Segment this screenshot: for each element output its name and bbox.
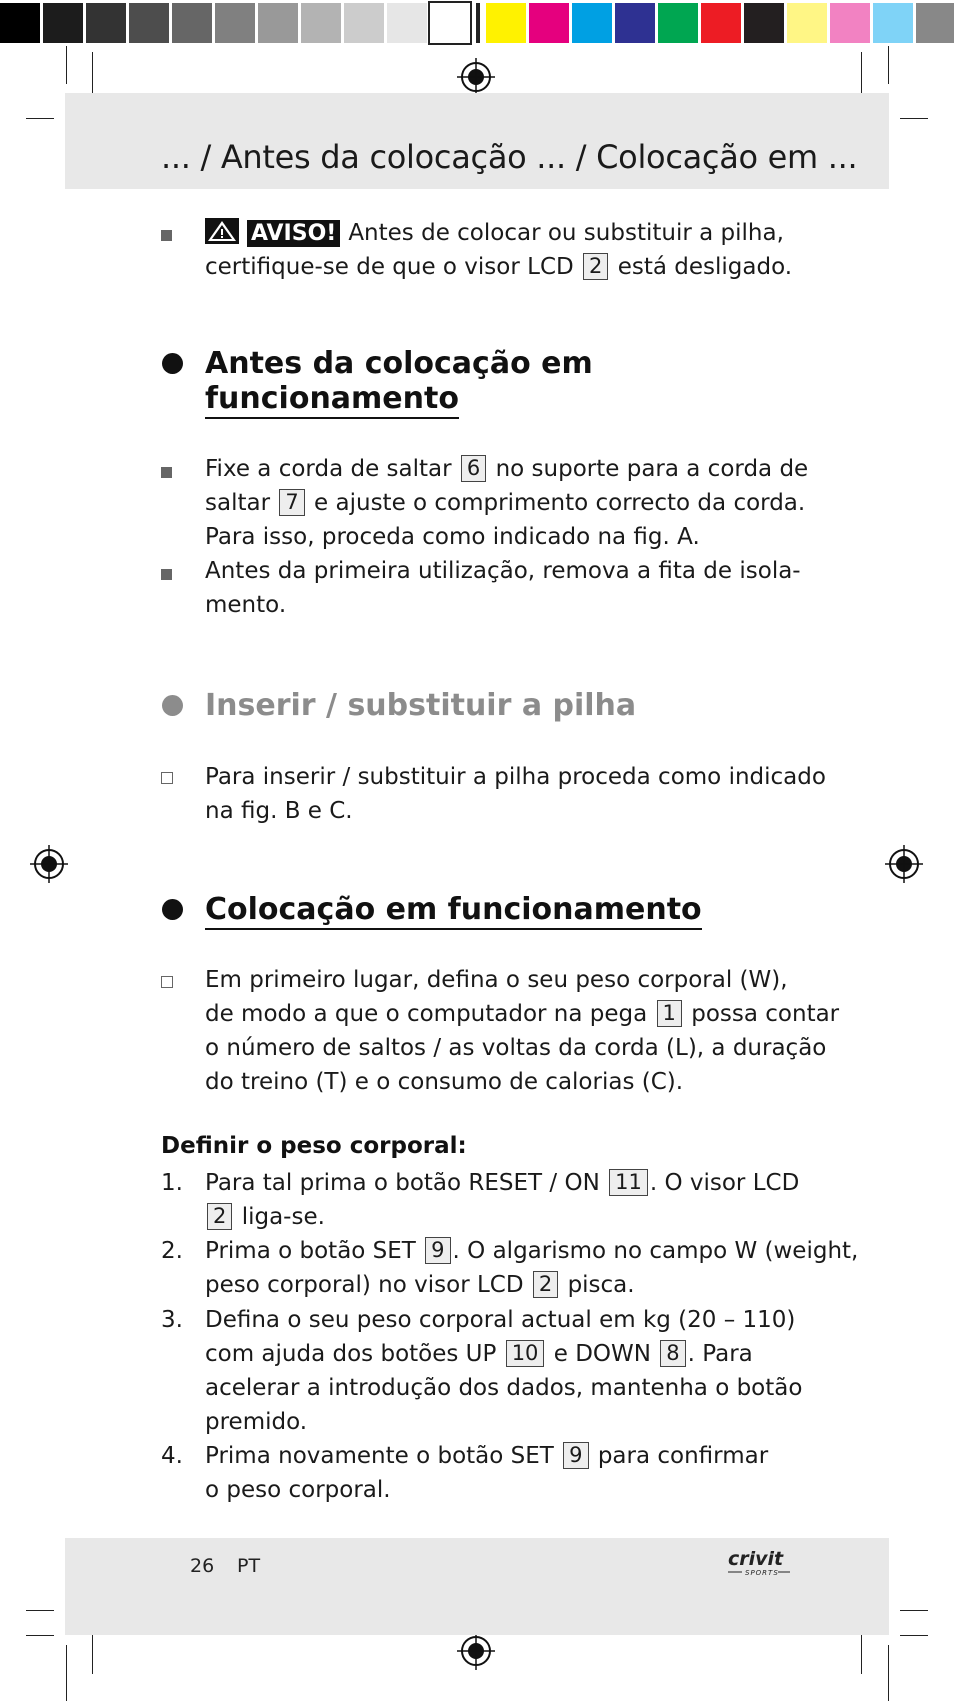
registration-mark-icon bbox=[457, 58, 495, 96]
subheading: Definir o peso corporal: bbox=[161, 1133, 467, 1159]
page-title: ... / Antes da colocação ... / Colocação em ... bbox=[161, 138, 858, 176]
section-heading: Colocação em funcionamento bbox=[205, 892, 702, 927]
list-bullet bbox=[161, 467, 172, 478]
crop-mark bbox=[900, 118, 928, 119]
reference-number: 11 bbox=[609, 1169, 648, 1196]
crop-mark bbox=[26, 1635, 54, 1636]
color-swatch bbox=[744, 3, 784, 43]
list-bullet-outline bbox=[161, 772, 173, 784]
printer-color-bar bbox=[0, 0, 954, 46]
crop-mark bbox=[92, 52, 93, 98]
crivit-logo bbox=[726, 1545, 794, 1581]
page-number: 26 bbox=[190, 1555, 215, 1577]
step-number: 2. bbox=[161, 1238, 183, 1264]
color-swatch bbox=[258, 3, 298, 43]
warning-paragraph bbox=[205, 216, 805, 284]
warning-text: certifique-se de que o visor LCD bbox=[205, 254, 574, 280]
registration-mark-icon bbox=[30, 845, 68, 883]
section-bullet bbox=[162, 899, 183, 920]
color-swatch bbox=[301, 3, 341, 43]
svg-text:crivit: crivit bbox=[728, 1548, 784, 1570]
step-number: 3. bbox=[161, 1307, 183, 1333]
reference-number: 2 bbox=[583, 253, 608, 280]
crop-mark bbox=[66, 46, 67, 84]
warning-triangle-icon bbox=[205, 218, 239, 244]
warning-label: AVISO! bbox=[247, 220, 340, 247]
color-swatch bbox=[430, 3, 470, 43]
registration-mark-icon bbox=[885, 845, 923, 883]
crop-mark bbox=[900, 1610, 928, 1611]
color-swatch bbox=[0, 3, 40, 43]
crop-mark bbox=[861, 52, 862, 98]
crop-mark bbox=[888, 1645, 889, 1701]
color-swatch bbox=[615, 3, 655, 43]
warning-text: Antes de colocar ou substituir a pilha, bbox=[348, 220, 784, 246]
color-swatch bbox=[172, 3, 212, 43]
crop-mark bbox=[888, 46, 889, 84]
color-swatch bbox=[43, 3, 83, 43]
list-bullet bbox=[161, 569, 172, 580]
reference-number: 7 bbox=[279, 489, 304, 516]
color-swatch bbox=[86, 3, 126, 43]
reference-number: 10 bbox=[506, 1340, 545, 1367]
color-swatch bbox=[129, 3, 169, 43]
section-bullet bbox=[162, 353, 183, 374]
crop-mark bbox=[900, 1635, 928, 1636]
reference-number: 6 bbox=[461, 455, 486, 482]
crop-mark bbox=[26, 1610, 54, 1611]
color-swatch bbox=[916, 3, 954, 43]
reference-number: 8 bbox=[660, 1340, 685, 1367]
color-swatch bbox=[787, 3, 827, 43]
list-item: Para inserir / substituir a pilha proceda como indicado na fig. B e C. bbox=[205, 764, 826, 824]
language-code: PT bbox=[237, 1555, 261, 1577]
crop-mark bbox=[26, 118, 54, 119]
section-heading: Inserir / substituir a pilha bbox=[205, 688, 637, 723]
list-bullet-outline bbox=[161, 976, 173, 988]
list-bullet bbox=[161, 230, 172, 241]
list-item: Antes da primeira utilização, remova a fita de isola- mento. bbox=[205, 558, 801, 618]
reference-number: 2 bbox=[207, 1203, 232, 1230]
reference-number: 9 bbox=[563, 1442, 588, 1469]
section-heading: Antes da colocação em funcionamento bbox=[205, 346, 593, 416]
color-swatch bbox=[873, 3, 913, 43]
color-bar-divider bbox=[476, 3, 480, 43]
list-item: Fixe a corda de saltar 6 no suporte para a corda de saltar 7 e ajuste o comprimento correcto da corda. Para isso, proceda como indicado na fig. A. bbox=[205, 456, 809, 550]
list-item: Em primeiro lugar, defina o seu peso corporal (W), de modo a que o computador na pega 1 possa contar o número de saltos / as voltas da corda (L), a duração do treino (T) e o consumo de calorias (C). bbox=[205, 967, 840, 1095]
step-number: 1. bbox=[161, 1170, 183, 1196]
step-text: Defina o seu peso corporal actual em kg (20 – 110) com ajuda dos botões UP 10 e DOWN 8 . Para acelerar a introdução dos dados, mantenha o botão premido. bbox=[205, 1307, 803, 1435]
registration-mark-icon bbox=[457, 1632, 495, 1670]
color-swatch bbox=[344, 3, 384, 43]
reference-number: 9 bbox=[425, 1237, 450, 1264]
step-text: Para tal prima o botão RESET / ON 11 . O visor LCD 2 liga-se. bbox=[205, 1170, 800, 1230]
color-swatch bbox=[215, 3, 255, 43]
crop-mark bbox=[66, 1645, 67, 1701]
reference-number: 1 bbox=[657, 1000, 682, 1027]
reference-number: 2 bbox=[533, 1271, 558, 1298]
warning-text: está desligado. bbox=[617, 254, 793, 280]
svg-text:SPORTS: SPORTS bbox=[745, 1569, 779, 1577]
color-swatch bbox=[572, 3, 612, 43]
color-swatch bbox=[387, 3, 427, 43]
color-swatch bbox=[529, 3, 569, 43]
color-swatch bbox=[486, 3, 526, 43]
section-bullet bbox=[162, 695, 183, 716]
color-swatch bbox=[830, 3, 870, 43]
step-text: Prima novamente o botão SET 9 para confirmar o peso corporal. bbox=[205, 1443, 769, 1503]
color-swatch bbox=[701, 3, 741, 43]
step-number: 4. bbox=[161, 1443, 183, 1469]
color-swatch bbox=[658, 3, 698, 43]
step-text: Prima o botão SET 9 . O algarismo no campo W (weight, peso corporal) no visor LCD 2 pisca. bbox=[205, 1238, 859, 1298]
